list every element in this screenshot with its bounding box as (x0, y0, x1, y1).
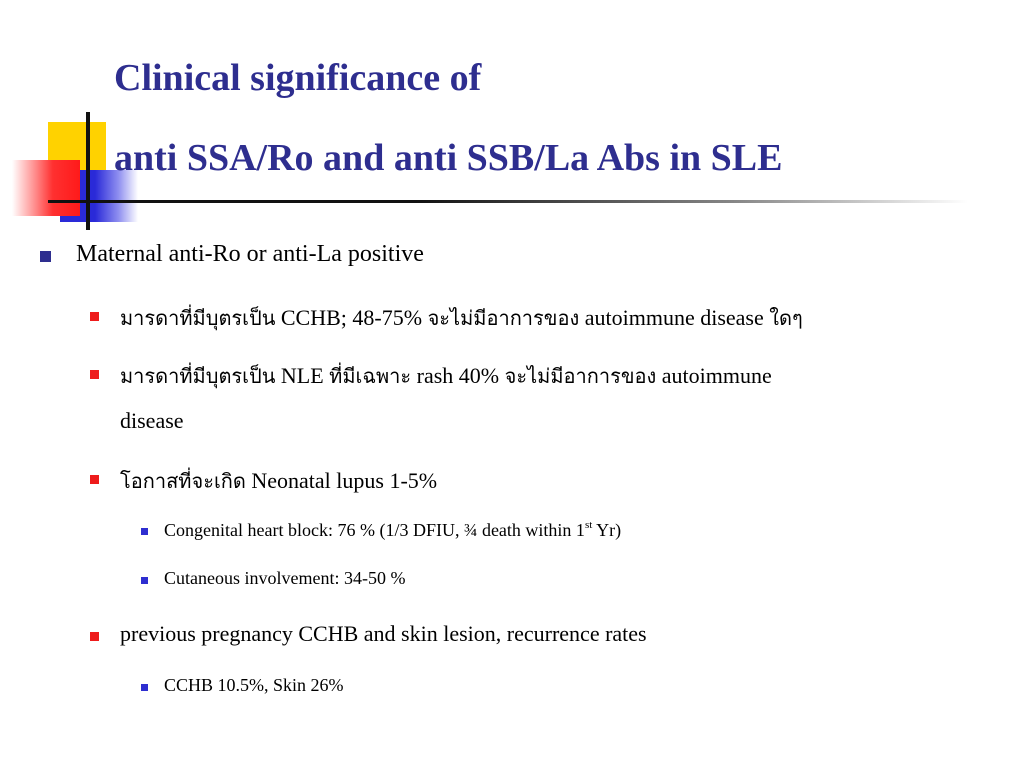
bullet-square-icon (90, 370, 99, 379)
title-line-1: Clinical significance of (114, 57, 482, 99)
list-item-nle-mothers-continued: disease (120, 408, 184, 433)
list-item-cchb-mothers: มารดาที่มีบุตรเป็น CCHB; 48-75% จะไม่มีอาการของ autoimmune disease ใดๆ (120, 305, 803, 330)
list-item-maternal: Maternal anti-Ro or anti-La positive (76, 241, 424, 267)
title-underline (48, 200, 968, 203)
list-item-nle-mothers: มารดาที่มีบุตรเป็น NLE ที่มีเฉพาะ rash 40% จะไม่มีอาการของ autoimmune (120, 363, 772, 388)
decoration-vertical-line (86, 112, 90, 230)
bullet-square-icon (90, 632, 99, 641)
bullet-square-icon (90, 475, 99, 484)
bullet-square-icon (90, 312, 99, 321)
list-item-congenital-heart-block: Congenital heart block: 76 % (1/3 DFIU, ¾ death within 1st Yr) (164, 519, 622, 540)
bullet-square-icon (141, 684, 148, 691)
list-item-neonatal-lupus: โอกาสที่จะเกิด Neonatal lupus 1-5% (120, 468, 438, 493)
bullet-square-icon (40, 251, 51, 262)
list-item-recurrence-values: CCHB 10.5%, Skin 26% (164, 675, 344, 695)
bullet-square-icon (141, 528, 148, 535)
title-line-2: anti SSA/Ro and anti SSB/La Abs in SLE (114, 137, 783, 179)
slide-title (114, 38, 782, 198)
list-item-recurrence-rates: previous pregnancy CCHB and skin lesion, recurrence rates (120, 621, 647, 646)
list-item-cutaneous-involvement: Cutaneous involvement: 34-50 % (164, 568, 406, 588)
decoration-red-square (12, 160, 80, 216)
bullet-square-icon (141, 577, 148, 584)
